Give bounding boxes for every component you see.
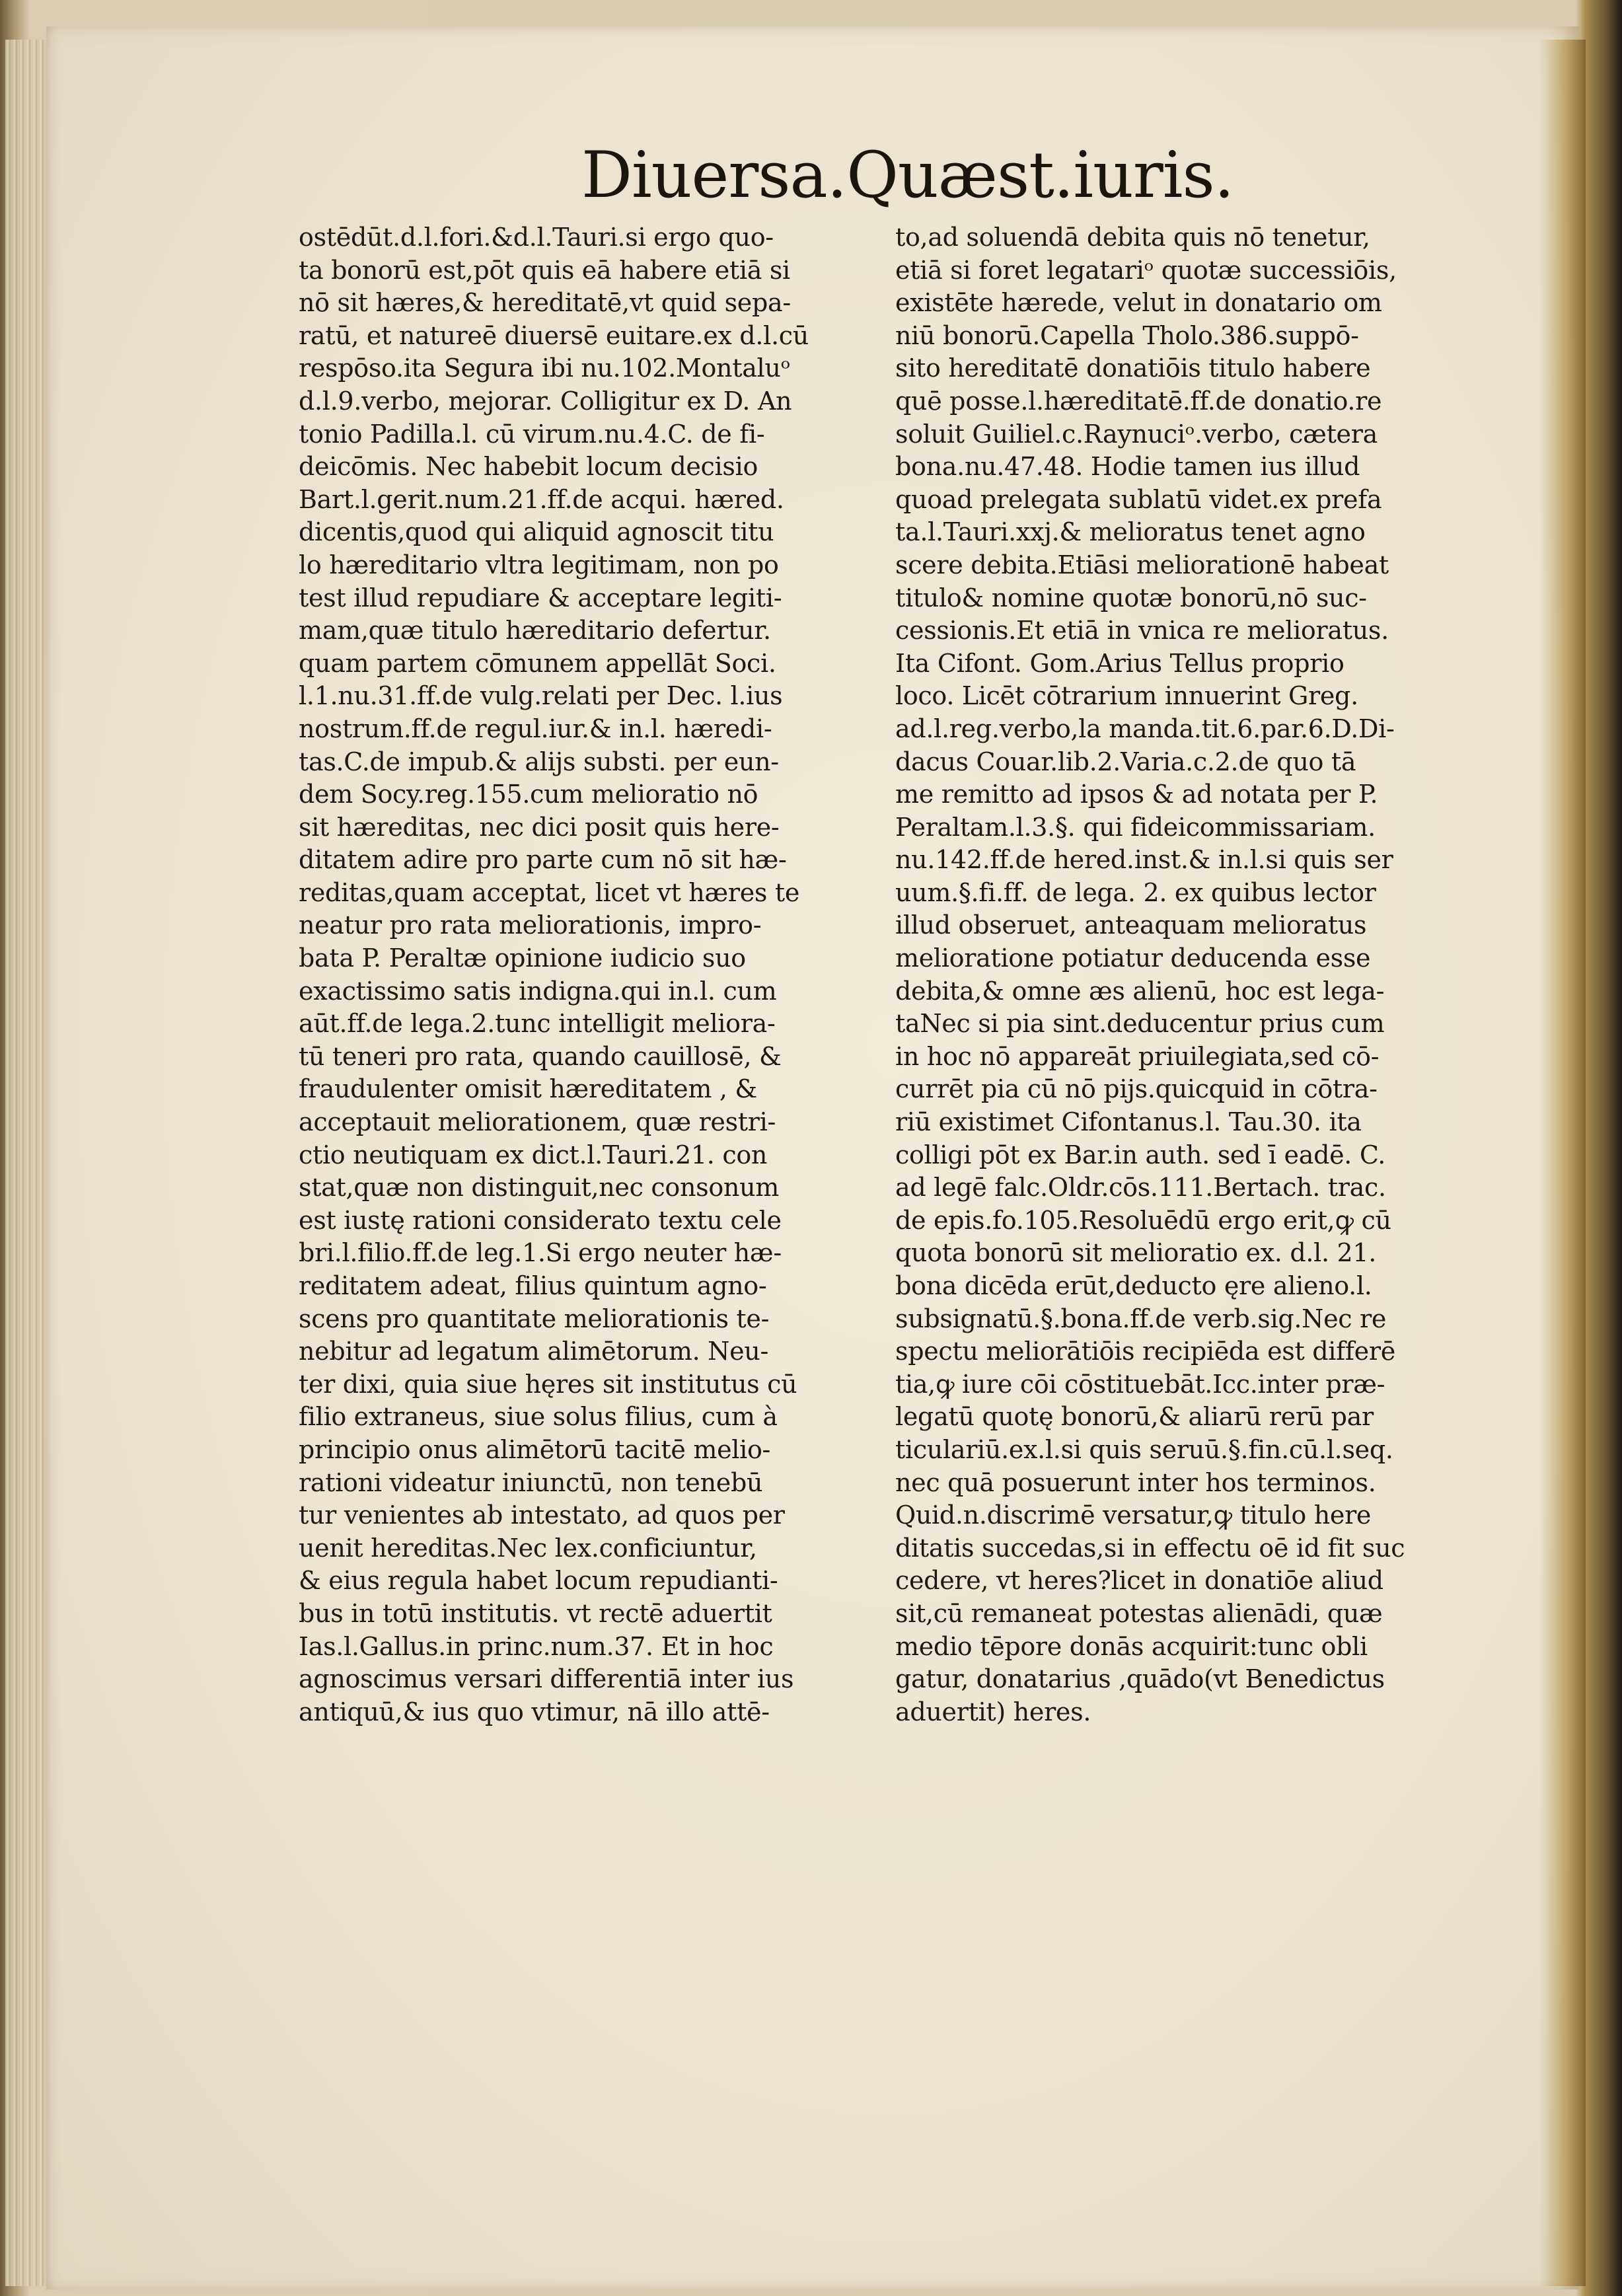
right-column-line: subsignatū.§.bona.ff.de verb.sig.Nec re [895,1304,1387,1333]
right-column-line: ditatis succedas,si in effectu oē id fit suc [895,1533,1405,1563]
left-column-line: est iustę rationi considerato textu cele [299,1205,782,1235]
right-column-line: Quid.n.discrimē versatur,ꝙ titulo here [895,1500,1372,1530]
right-column-line: in hoc nō appareāt priuilegiata,sed cō- [895,1041,1380,1071]
left-column-line: stat,quæ non distinguit,nec consonum [299,1173,779,1203]
right-column-line: uum.§.fi.ff. de lega. 2. ex quibus lector [895,877,1376,907]
running-head: Diuersa.Quæst.iuris. [581,138,1234,212]
right-column-line: medio tēpore donās acquirit:tunc obli [895,1631,1368,1661]
right-column-line: titulo& nomine quotæ bonorū,nō suc- [895,583,1367,612]
left-column-line: tur venientes ab intestato, ad quos per [299,1500,785,1530]
right-column-line: Ita Cifont. Gom.Arius Tellus proprio [895,648,1345,678]
right-column-line: quē posse.l.hæreditatē.ff.de donatio.re [895,386,1382,416]
left-column-line: Ias.l.Gallus.in princ.num.37. Et in hoc [299,1631,774,1661]
left-column-line: scens pro quantitate meliorationis te- [299,1304,770,1333]
left-column [299,221,854,1728]
left-column-line: mam,quæ titulo hæreditario defertur. [299,616,771,646]
left-column-line: ta bonorū est,pōt quis eā habere etiā si [299,255,790,285]
left-column-line: neatur pro rata meliorationis, impro- [299,910,762,940]
left-column-line: aūt.ff.de lega.2.tunc intelligit meliora- [299,1009,776,1039]
right-column-line: riū existimet Cifontanus.l. Tau.30. ita [895,1107,1362,1137]
left-column-line: reditatem adeat, filius quintum agno- [299,1271,767,1300]
right-column-line: dacus Couar.lib.2.Varia.c.2.de quo tā [895,747,1356,776]
right-column-line: de epis.fo.105.Resoluēdū ergo erit,ꝙ cū [895,1205,1391,1235]
right-column-line: tia,ꝙ iure cōi cōstituebāt.Icc.inter præ- [895,1369,1385,1399]
right-column-line: quota bonorū sit melioratio ex. d.l. 21. [895,1238,1377,1268]
left-column-line: acceptauit meliorationem, quæ restri- [299,1107,776,1137]
left-column-line: l.1.nu.31.ff.de vulg.relati per Dec. l.ius [299,681,783,711]
right-column-line: spectu meliorātiōis recipiēda est differē [895,1337,1395,1366]
left-column-line: nostrum.ff.de regul.iur.& in.l. hæredi- [299,714,772,743]
left-column-line: tū teneri pro rata, quando cauillosē, & [299,1041,782,1071]
left-column-line: principio onus alimētorū tacitē melio- [299,1434,771,1464]
left-column-line: filio extraneus, siue solus filius, cum à [299,1402,778,1432]
right-column-line: me remitto ad ipsos & ad notata per P. [895,780,1378,809]
right-column-line: colligi pōt ex Bar.in auth. sed ī eadē. C. [895,1140,1386,1169]
left-column-line: exactissimo satis indigna.qui in.l. cum [299,976,777,1006]
right-column-line: taNec si pia sint.deducentur prius cum [895,1009,1385,1039]
binding-stain [1539,40,1586,2286]
left-column-line: ctio neutiquam ex dict.l.Tauri.21. con [299,1140,768,1169]
right-column-line: aduertit) heres. [895,1697,1091,1726]
right-column-line: sit,cū remaneat potestas alienādi, quæ [895,1598,1383,1628]
left-column-line: ditatem adire pro parte cum nō sit hæ- [299,845,787,875]
right-column-line: legatū quotę bonorū,& aliarū rerū par [895,1402,1374,1432]
right-column-line: ad legē falc.Oldr.cōs.111.Bertach. trac. [895,1173,1386,1203]
right-column-line: bona dicēda erūt,deducto ęre alieno.l. [895,1271,1372,1300]
left-column-line: ostēdūt.d.l.fori.&d.l.Tauri.si ergo quo- [299,223,774,252]
right-column-line: illud obseruet, anteaquam melioratus [895,910,1367,940]
left-column-line: bata P. Peraltæ opinione iudicio suo [299,944,746,973]
left-column-line: antiquū,& ius quo vtimur, nā illo attē- [299,1697,770,1726]
left-column-line: nō sit hæres,& hereditatē,vt quid sepa- [299,288,791,318]
left-column-line: sit hæreditas, nec dici posit quis here- [299,812,780,842]
right-column-line: ad.l.reg.verbo,la manda.tit.6.par.6.D.Di- [895,714,1395,743]
left-column-line: dicentis,quod qui aliquid agnoscit titu [299,517,774,547]
left-column-line: bri.l.filio.ff.de leg.1.Si ergo neuter hæ- [299,1238,782,1268]
right-column-line: etiā si foret legatariᵒ quotæ successiōis, [895,255,1397,285]
right-column-line: ta.l.Tauri.xxj.& melioratus tenet agno [895,517,1366,547]
left-column-line: & eius regula habet locum repudianti- [299,1566,778,1596]
right-column-line: currēt pia cū nō pijs.quicquid in cōtra- [895,1074,1378,1104]
right-column-line: nu.142.ff.de hered.inst.& in.l.si quis ser [895,845,1393,875]
left-column-line: tas.C.de impub.& alijs substi. per eun- [299,747,779,776]
right-column-line: gatur, donatarius ,quādo(vt Benedictus [895,1664,1385,1694]
right-column-line: cessionis.Et etiā in vnica re melioratus. [895,616,1389,646]
right-column-line: Peraltam.l.3.§. qui fideicommissariam. [895,812,1376,842]
book-page-edges [5,40,52,2286]
left-column-line: d.l.9.verbo, mejorar. Colligitur ex D. An [299,386,792,416]
left-column-line: reditas,quam acceptat, licet vt hæres te [299,877,800,907]
right-column-line: nec quā posuerunt inter hos terminos. [895,1467,1376,1497]
left-column-line: deicōmis. Nec habebit locum decisio [299,452,758,482]
right-column [895,221,1470,1728]
right-column-line: quoad prelegata sublatū videt.ex prefa [895,484,1382,514]
right-column-line: cedere, vt heres?licet in donatiōe aliud [895,1566,1383,1596]
left-column-line: nebitur ad legatum alimētorum. Neu- [299,1337,768,1366]
left-column-line: respōso.ita Segura ibi nu.102.Montaluᵒ [299,353,790,383]
right-column-line: ticulariū.ex.l.si quis seruū.§.fin.cū.l.seq. [895,1434,1393,1464]
left-column-line: ratū, et natureē diuersē euitare.ex d.l.cū [299,320,809,350]
right-column-line: soluit Guiliel.c.Raynuciᵒ.verbo, cætera [895,419,1378,449]
left-column-line: rationi videatur iniunctū, non tenebū [299,1467,763,1497]
left-column-line: ter dixi, quia siue hęres sit institutus cū [299,1369,797,1399]
left-column-line: uenit hereditas.Nec lex.conficiuntur, [299,1533,757,1563]
left-column-line: fraudulenter omisit hæreditatem , & [299,1074,757,1104]
left-column-line: agnoscimus versari differentiā inter ius [299,1664,794,1694]
left-column-line: tonio Padilla.l. cū virum.nu.4.C. de fi- [299,419,765,449]
left-column-line: Bart.l.gerit.num.21.ff.de acqui. hæred. [299,484,784,514]
right-column-line: scere debita.Etiāsi meliorationē habeat [895,550,1389,579]
right-column-line: sito hereditatē donatiōis titulo habere [895,353,1371,383]
left-column-line: dem Socy.reg.155.cum melioratio nō [299,780,758,809]
right-column-line: to,ad soluendā debita quis nō tenetur, [895,223,1370,252]
right-column-line: debita,& omne æs alienū, hoc est lega- [895,976,1385,1006]
right-column-line: niū bonorū.Capella Tholo.386.suppō- [895,320,1359,350]
right-column-line: loco. Licēt cōtrarium innuerint Greg. [895,681,1358,711]
right-column-line: melioratione potiatur deducenda esse [895,944,1371,973]
right-column-line: existēte hærede, velut in donatario om [895,288,1382,318]
left-column-line: bus in totū institutis. vt rectē aduertit [299,1598,772,1628]
left-column-line: lo hæreditario vltra legitimam, non po [299,550,779,579]
left-column-line: test illud repudiare & acceptare legiti- [299,583,782,612]
left-column-line: quam partem cōmunem appellāt Soci. [299,648,776,678]
right-column-line: bona.nu.47.48. Hodie tamen ius illud [895,452,1360,482]
